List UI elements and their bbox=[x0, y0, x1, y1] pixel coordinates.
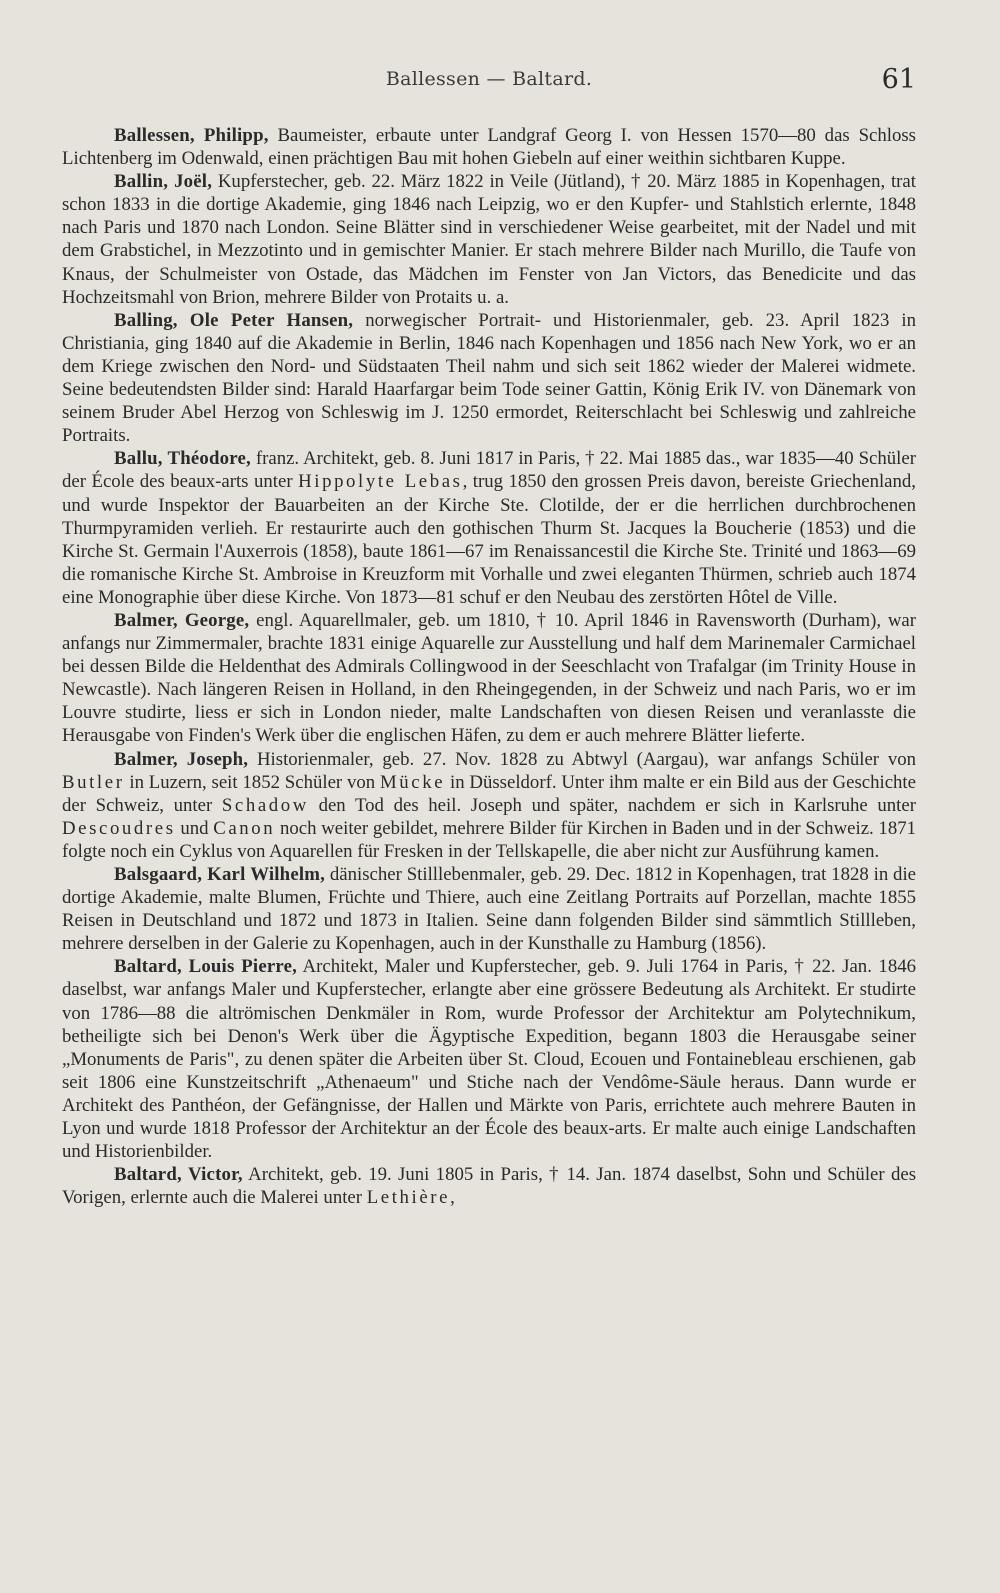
entry-name: Balmer, George, bbox=[114, 609, 250, 631]
entry-text: Kupferstecher, geb. 22. März 1822 in Veile (Jütland), † 20. März 1885 in Kopenhagen, trat schon 1833 in die dortige Akademie, ging 1846 nach Leipzig, wo er den Kupfer- und Stahlstich erlernte, 1848 nach Paris und 1870 nach London. Seine Blätter sind in verschiedener Weise gearbeitet, mit der Nadel und mit dem Grabstichel, in Mezzotinto und in gemischter Manier. Er stach mehrere Bilder nach Murillo, die Taufe von Knaus, der Schulmeister von Ostade, das Mädchen im Fenster von Jan Victors, das Benedicite und das Hochzeitsmahl von Brion, mehrere Bilder von Protaits u. a. bbox=[62, 171, 916, 308]
entry-text: Architekt, geb. 19. Juni 1805 in Paris, † 14. Jan. 1874 daselbst, Sohn und Schüler des Vorigen, erlernte auch die Malerei unter bbox=[62, 1164, 916, 1209]
entry-text: und bbox=[175, 817, 214, 839]
entry-text: in Luzern, seit 1852 Schüler von bbox=[124, 771, 380, 793]
entry-text: norwegischer Portrait- und Historienmaler, geb. 23. April 1823 in Christiania, ging 1840 auf die Akademie in Berlin, 1846 nach Kopenhagen und 1856 nach New York, wo er an dem Kriege zwischen den Nord- und Südstaaten Theil nahm und sich seit 1862 wieder der Malerei widmete. Seine bedeutendsten Bilder sind: Harald Haarfargar beim Tode seiner Gattin, König Erik IV. von Dänemark von seinem Bruder Abel Herzog von Schleswig im J. 1250 ermordet, Reiterschlacht bei Schleswig und zahlreiche Portraits. bbox=[62, 309, 916, 447]
entry-name: Ballessen, Philipp, bbox=[114, 125, 269, 146]
entry-name: Balsgaard, Karl Wilhelm, bbox=[114, 864, 326, 885]
entry-ballin bbox=[62, 170, 916, 309]
entry-text: in Düsseldorf. Unter ihm malte er ein Bild aus der Geschichte der Schweiz, unter bbox=[62, 771, 916, 816]
entry-ballessen bbox=[62, 124, 916, 170]
running-head: Ballessen — Baltard. bbox=[385, 68, 593, 90]
entry-name: Baltard, Victor, bbox=[114, 1164, 243, 1186]
entry-name: Balling, Ole Peter Hansen, bbox=[114, 309, 354, 331]
page-number: 61 bbox=[881, 64, 916, 95]
entry-baltard-louis-pierre bbox=[62, 955, 916, 1163]
entry-name: Balmer, Joseph, bbox=[114, 748, 249, 770]
entry-text: engl. Aquarellmaler, geb. um 1810, † 10. April 1846 in Ravensworth (Durham), war anfangs nur Zimmermaler, brachte 1831 einige Aquarelle zur Ausstellung und half dem Marinemaler Carmichael bei dessen Bilde die Heldenthat des Admirals Collingwood in der Seeschlacht von Trafalgar (im Trinity House in Newcastle). Nach längeren Reisen in Holland, in den Rheingegenden, in der Schweiz und nach Paris, wo er im Louvre studirte, liess er sich in London nieder, malte Landschaften von diesen Reisen und veranlasste die Herausgabe von Finden's Werk über die englischen Häfen, zu dem er auch mehrere Blätter lieferte. bbox=[62, 609, 916, 747]
spaced-name: Canon bbox=[213, 817, 276, 839]
entry-name: Ballu, Théodore, bbox=[114, 448, 251, 470]
entry-balmer-george bbox=[62, 609, 916, 748]
entry-text: Historienmaler, geb. 27. Nov. 1828 zu Abtwyl (Aargau), war anfangs Schüler von bbox=[248, 748, 916, 770]
entry-text: Architekt, Maler und Kupferstecher, geb. 9. Juli 1764 in Paris, † 22. Jan. 1846 daselbst, war anfangs Maler und Kupferstecher, erlangte aber eine grössere Bedeutung als Architekt. Er studirte von 1786—88 die altrömischen Denkmäler in Rom, wurde Professor der Architektur am Polytechnikum, betheiligte sich bei Denon's Werk über die Ägyptische Expedition, begann 1803 die Herausgabe seiner „Monuments de Paris", zu denen später die Arbeiten über St. Cloud, Ecouen und Fontainebleau erschienen, gab seit 1806 eine Kunstzeitschrift „Athenaeum" und Stiche nach der Vendôme-Säule heraus. Dann wurde er Architekt des Panthéon, der Gefängnisse, der Hallen und Märkte von Paris, errichtete auch mehrere Bauten in Lyon und wurde 1818 Professor der Architektur an der École des beaux-arts. Er malte auch einige Landschaften und Historienbilder. bbox=[62, 956, 916, 1163]
spaced-name: Schadow bbox=[221, 794, 309, 816]
entry-baltard-victor bbox=[62, 1163, 916, 1209]
page-header bbox=[62, 64, 916, 104]
entry-text: den Tod des heil. Joseph und später, nachdem er sich in Karlsruhe unter bbox=[308, 794, 916, 816]
spaced-name: Mücke bbox=[380, 771, 446, 793]
spaced-name: Butler bbox=[62, 771, 125, 793]
entry-text: dänischer Stilllebenmaler, geb. 29. Dec. 1812 in Kopenhagen, trat 1828 in die dortige Akademie, malte Blumen, Früchte und Thiere, auch eine Zeitlang Portraits auf Porzellan, machte 1855 Reisen in Deutschland und 1872 und 1873 in Italien. Seine dann folgenden Bilder sind sämmtlich Stillleben, mehrere derselben in der Galerie zu Kopenhagen, auch in der Kunsthalle zu Hamburg (1856). bbox=[62, 864, 916, 955]
entry-text: noch weiter gebildet, mehrere Bilder für Kirchen in Baden und in der Schweiz. 1871 folgte noch ein Cyklus von Aquarellen für Fresken in der Tellskapelle, die aber nicht zur Ausführung kamen. bbox=[62, 817, 916, 862]
spaced-name: Lethière bbox=[366, 1187, 451, 1209]
entry-name: Baltard, Louis Pierre, bbox=[114, 956, 298, 978]
entry-balling bbox=[62, 309, 916, 448]
entry-ballu bbox=[62, 447, 916, 609]
entry-text: , trug 1850 den grossen Preis davon, bereiste Griechenland, und wurde Inspektor der Bauarbeiten an der Kirche Ste. Clotilde, der er die herrlichen durchbrochenen Thurmpyramiden verlieh. Er restaurirte auch den gothischen Thurm St. Jacques la Boucherie (1853) und die Kirche St. Germain l'Auxerrois (1858), baute 1861—67 im Renaissancestil die Kirche Ste. Trinité und 1863—69 die romanische Kirche St. Ambroise in Kreuzform mit Vorhalle und zwei eleganten Thürmen, schrieb auch 1874 eine Monographie über diese Kirche. Von 1873—81 schuf er den Neubau des zerstörten Hôtel de Ville. bbox=[62, 471, 916, 608]
spaced-name: Descoudres bbox=[62, 817, 176, 839]
body-text bbox=[62, 124, 916, 1209]
entry-balsgaard bbox=[62, 863, 916, 955]
entry-text: Baumeister, erbaute unter Landgraf Georg I. von Hessen 1570—80 das Schloss Lichtenberg im Odenwald, einen prächtigen Bau mit hohen Giebeln auf einer weithin sichtbaren Kuppe. bbox=[62, 125, 916, 170]
entry-balmer-joseph bbox=[62, 748, 916, 863]
entry-name: Ballin, Joël, bbox=[114, 171, 213, 193]
entry-text: franz. Architekt, geb. 8. Juni 1817 in Paris, † 22. Mai 1885 das., war 1835—40 Schüler der École des beaux-arts unter bbox=[62, 448, 916, 493]
spaced-name: Hippolyte Lebas bbox=[298, 471, 463, 493]
entry-text: , bbox=[450, 1187, 455, 1209]
